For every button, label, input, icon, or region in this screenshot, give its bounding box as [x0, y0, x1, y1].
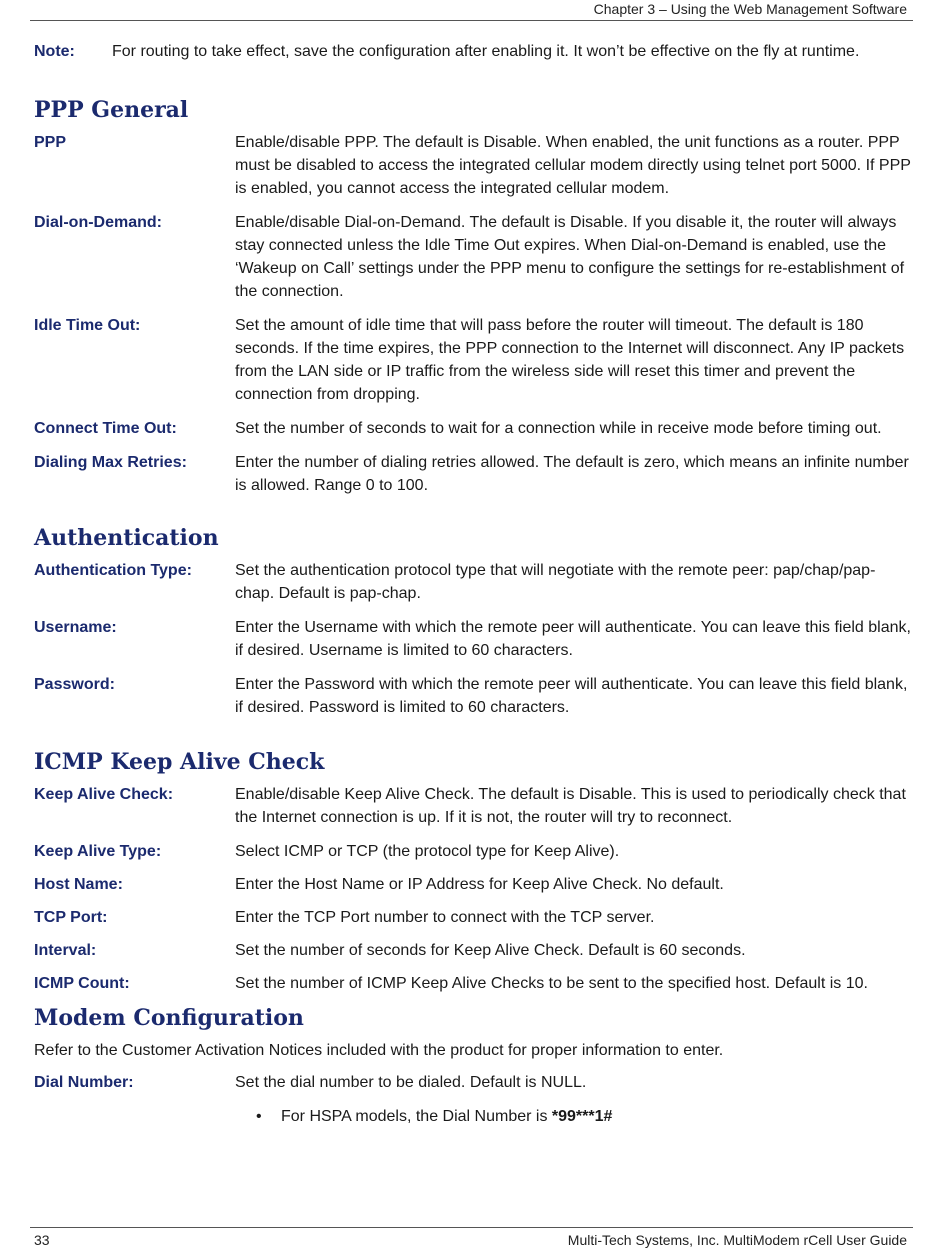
definition-row	[34, 673, 912, 719]
bullet-item	[256, 1105, 912, 1128]
definition-row	[34, 972, 912, 995]
definition-term: Dial-on-Demand:	[34, 214, 162, 231]
definition-text: Select ICMP or TCP (the protocol type for Keep Alive).	[235, 843, 620, 860]
definition-row	[34, 211, 912, 303]
definition-term: Idle Time Out:	[34, 317, 141, 334]
definition-text: Enable/disable Keep Alive Check. The default is Disable. This is used to periodically check that the Internet connection is up. If it is not, the router will try to reconnect.	[235, 786, 906, 826]
bullet-text-lead: For HSPA models, the Dial Number is	[281, 1108, 552, 1125]
definition-row	[34, 783, 912, 829]
definition-term: Dialing Max Retries:	[34, 454, 187, 471]
definition-text: Enable/disable Dial-on-Demand. The default is Disable. If you disable it, the router will always stay connected unless the Idle Time Out expires. When Dial-on-Demand is enabled, use the ‘Wakeup on Call’ settings under the PPP menu to configure the settings for re-establishment of the connection.	[235, 214, 905, 300]
definition-row	[34, 906, 912, 929]
definition-text: Enter the Host Name or IP Address for Keep Alive Check. No default.	[235, 876, 724, 893]
definition-row	[34, 314, 912, 406]
guide-title: Multi-Tech Systems, Inc. MultiModem rCell User Guide	[567, 1232, 907, 1248]
definition-text: Enable/disable PPP. The default is Disable. When enabled, the unit functions as a router. PPP must be disabled to access the integrated cellular modem directly using telnet port 5000. If PPP is enabled, you cannot access the integrated cellular modem.	[235, 134, 911, 197]
definition-row	[34, 939, 912, 962]
definition-text: Enter the number of dialing retries allowed. The default is zero, which means an infinite number is allowed. Range 0 to 100.	[235, 454, 909, 494]
definition-text: Enter the Username with which the remote peer will authenticate. You can leave this field blank, if desired. Username is limited to 60 characters.	[235, 619, 911, 659]
definition-term: Keep Alive Type:	[34, 843, 162, 860]
definition-term: Username:	[34, 619, 117, 636]
definition-term: Authentication Type:	[34, 562, 192, 579]
note-label: Note:	[34, 43, 75, 60]
definition-row	[34, 1071, 912, 1094]
definition-text: Set the number of seconds for Keep Alive Check. Default is 60 seconds.	[235, 942, 746, 959]
definition-text: Set the number of seconds to wait for a connection while in receive mode before timing out.	[235, 420, 882, 437]
authentication-heading: Authentication	[34, 525, 219, 551]
modem-intro: Refer to the Customer Activation Notices included with the product for proper information to enter.	[34, 1042, 724, 1059]
definition-text: Set the amount of idle time that will pass before the router will timeout. The default is 180 seconds. If the time expires, the PPP connection to the Internet will disconnect. Any IP packets from the LAN side or IP traffic from the wireless side will reset this timer and prevent the connection from dropping.	[235, 317, 905, 403]
page-content	[34, 40, 912, 1128]
page-footer	[30, 1227, 913, 1248]
definition-term: Host Name:	[34, 876, 123, 893]
definition-row	[34, 873, 912, 896]
note-text: For routing to take effect, save the configuration after enabling it. It won’t be effective on the fly at runtime.	[112, 43, 860, 60]
definition-term: Interval:	[34, 942, 97, 959]
definition-text: Enter the TCP Port number to connect with the TCP server.	[235, 909, 655, 926]
definition-row	[34, 559, 912, 605]
definition-row	[34, 451, 912, 497]
definition-term: Password:	[34, 676, 115, 693]
definition-text: Enter the Password with which the remote peer will authenticate. You can leave this field blank, if desired. Password is limited to 60 characters.	[235, 676, 908, 716]
definition-row	[34, 616, 912, 662]
definition-row	[34, 131, 912, 200]
ppp-general-heading: PPP General	[34, 97, 189, 123]
page-number: 33	[34, 1232, 50, 1248]
definition-row	[34, 417, 912, 440]
definition-term: Keep Alive Check:	[34, 786, 174, 803]
note	[34, 40, 912, 63]
chapter-title: Chapter 3 – Using the Web Management Software	[593, 1, 907, 17]
definition-term: Dial Number:	[34, 1074, 134, 1091]
definition-term: Connect Time Out:	[34, 420, 177, 437]
definition-term: ICMP Count:	[34, 975, 130, 992]
definition-term: PPP	[34, 134, 67, 151]
definition-row	[34, 840, 912, 863]
definition-text: Set the authentication protocol type that will negotiate with the remote peer: pap/chap/pap-chap. Default is pap-chap.	[235, 562, 876, 602]
definition-text: Set the dial number to be dialed. Default is NULL.	[235, 1074, 587, 1091]
bullet-text	[281, 1105, 612, 1128]
bullet-dot: •	[256, 1108, 262, 1125]
definition-term: TCP Port:	[34, 909, 108, 926]
icmp-keep-alive-heading: ICMP Keep Alive Check	[34, 749, 325, 775]
definition-text: Set the number of ICMP Keep Alive Checks to be sent to the specified host. Default is 10.	[235, 975, 868, 992]
page-header	[30, 0, 913, 21]
dial-number-value: *99***1#	[551, 1108, 613, 1125]
modem-configuration-heading: Modem Configuration	[34, 1005, 304, 1031]
